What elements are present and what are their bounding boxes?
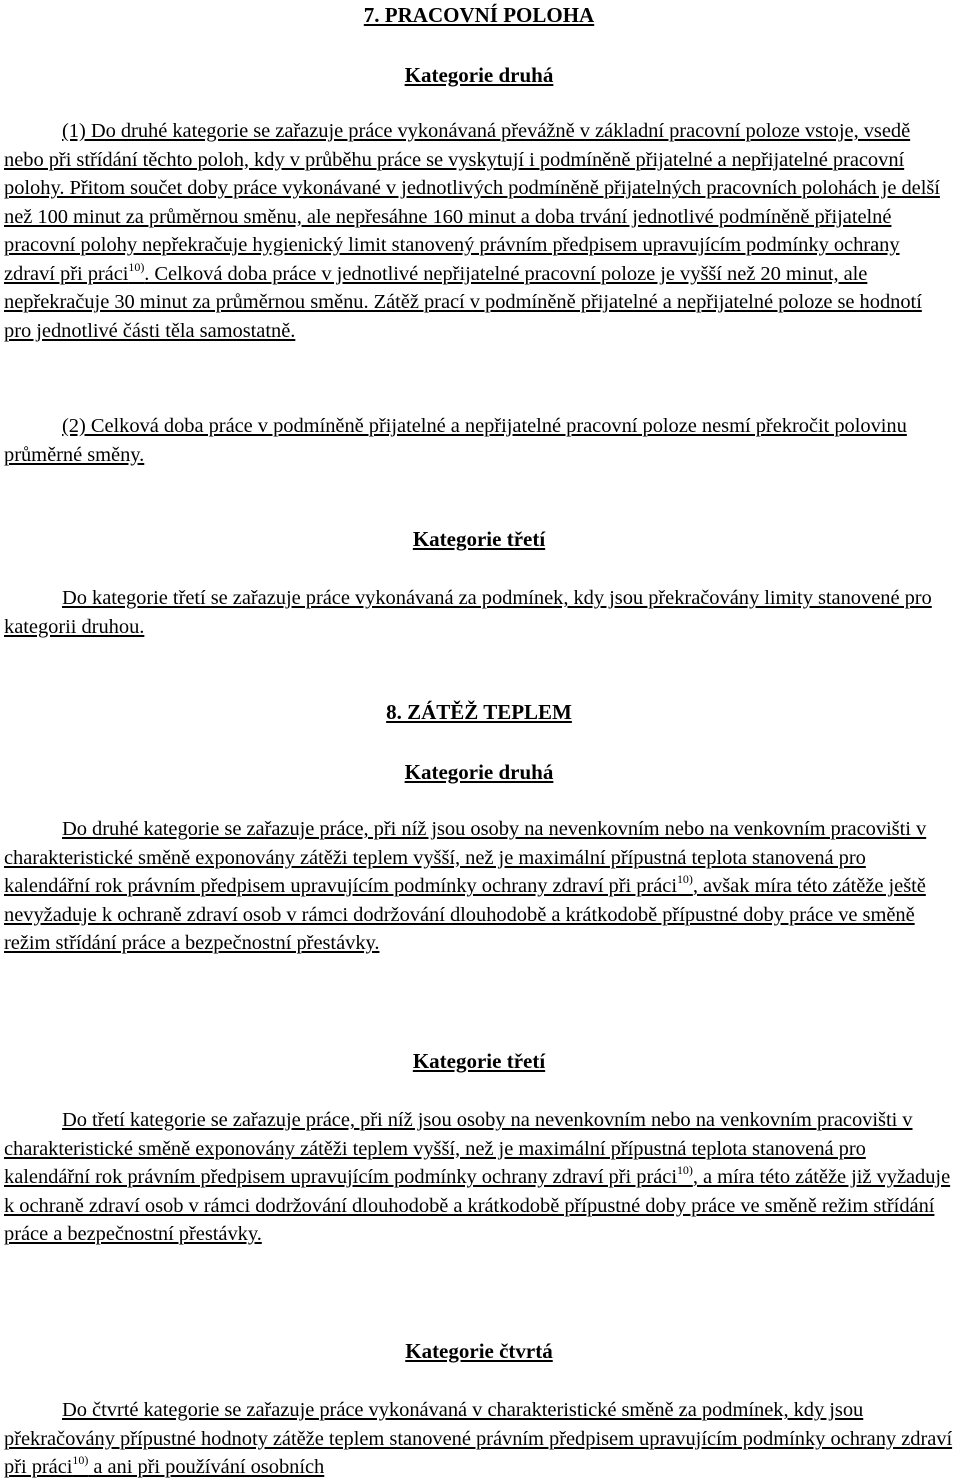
section-7-cat3-paragraph: Do kategorie třetí se zařazuje práce vykonávaná za podmínek, kdy jsou překračovány limity stanovené pro kategorii druhou. [4,587,932,638]
section-8-cat2-text-a: Do druhé kategorie se zařazuje práce, při níž jsou osoby na nevenkovním nebo na venkovním pracovišti v charakteristické směně exponovány zátěži teplem vyšší, než je maximální přípustná teplota stanovená pro kalendářní rok právním předpisem upravujícím podmínky ochrany zdraví při práci [4,818,927,897]
section-7-cat2-heading: Kategorie druhá [404,63,554,87]
footnote-ref: 10) [676,1163,693,1177]
section-8-cat4-paragraph [4,1396,954,1482]
section-8-cat3-heading: Kategorie třetí [412,1049,546,1073]
section-8-cat2-text-b: , avšak míra této zátěže ještě nevyžaduje k ochraně zdraví osob v rámci dodržování dlouhodobě a krátkodobě přípustné doby práce ve směně režim střídání práce a bezpečnostní přestávky. [4,875,926,954]
section-8-cat3-paragraph [4,1106,954,1249]
section-7-title: 7. PRACOVNÍ POLOHA [363,3,595,27]
section-8-cat4-heading: Kategorie čtvrtá [405,1339,553,1363]
section-7-cat2-p1-text-b: . Celková doba práce v jednotlivé nepřijatelné pracovní poloze je vyšší než 20 minut, ale nepřekračuje 30 minut za průměrnou směnu. Zátěž prací v podmíněně přijatelné a nepřijatelné poloze se hodnotí pro jednotlivé části těla samostatně. [4,262,922,342]
section-8-cat3-text-a: Do třetí kategorie se zařazuje práce, při níž jsou osoby na nevenkovním nebo na venkovním pracovišti v charakteristické směně exponovány zátěži teplem vyšší, než je maximální přípustná teplota stanovená pro kalendářní rok právním předpisem upravujícím podmínky ochrany zdraví při práci [4,1109,913,1188]
section-7-cat2-paragraph-1 [4,117,954,345]
section-8-title: 8. ZÁTĚŽ TEPLEM [386,700,572,724]
section-8-cat3-text-b: , a míra této zátěže již vyžaduje k ochraně zdraví osob v rámci dodržování dlouhodobě a krátkodobě přípustné doby práce ve směně režim střídání práce a bezpečnostní přestávky. [4,1166,951,1245]
section-8-cat2-heading: Kategorie druhá [404,760,554,784]
section-7-cat2-p1-text-a: (1) Do druhé kategorie se zařazuje práce vykonávaná převážně v základní pracovní poloze vstoje, vsedě nebo při střídání těchto poloh, kdy v průběhu práce se vyskytují i podmíněně přijatelné a nepřijatelné pracovní polohy. Přitom součet doby práce vykonávané v jednotlivých podmíněně přijatelných pracovních polohách je delší než 100 minut za průměrnou směnu, ale nepřesáhne 160 minut a doba trvání jednotlivé podmíněně přijatelné pracovní polohy nepřekračuje hygienický limit stanovený právním předpisem upravujícím podmínky ochrany zdraví při práci [4,120,940,285]
section-8-cat4-text-a: Do čtvrté kategorie se zařazuje práce vykonávaná v charakteristické směně za podmínek, kdy jsou překračovány přípustné hodnoty zátěže teplem stanovené právním předpisem upravujícím podmínky ochrany zdraví při práci [4,1399,953,1478]
section-8-cat2-paragraph [4,815,954,958]
section-7-cat3-heading: Kategorie třetí [412,527,546,551]
footnote-ref: 10) [72,1453,89,1467]
section-8-cat4-text-b: a ani při používání osobních [88,1456,325,1478]
footnote-ref: 10) [676,872,693,886]
footnote-ref: 10) [128,259,145,274]
section-7-cat2-paragraph-2: (2) Celková doba práce v podmíněně přijatelné a nepřijatelné pracovní poloze nesmí překročit polovinu průměrné směny. [4,415,907,466]
